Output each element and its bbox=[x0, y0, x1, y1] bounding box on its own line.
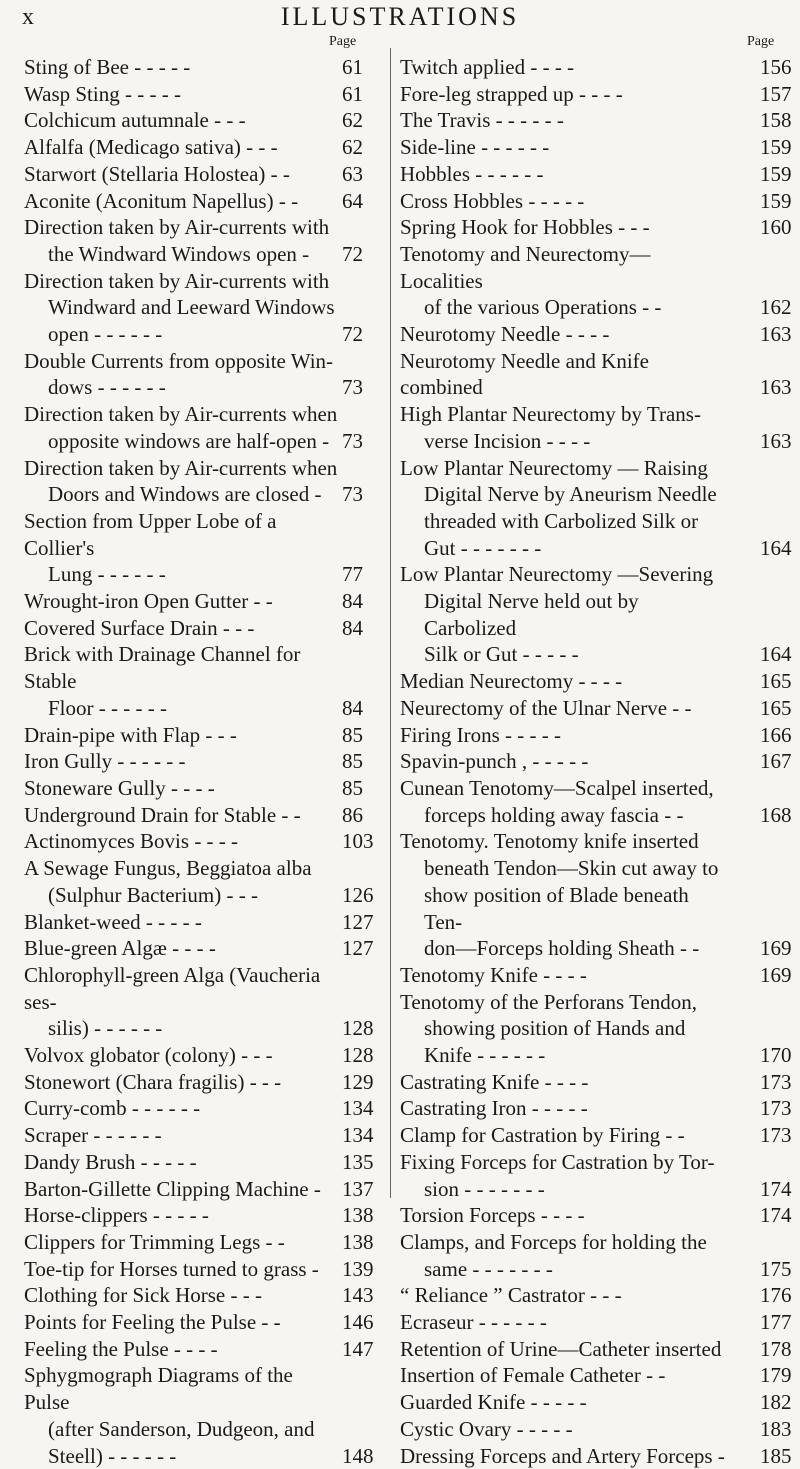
index-entry bbox=[24, 1336, 374, 1363]
entry-page-number: 134 bbox=[342, 1123, 374, 1148]
entry-page-number: 147 bbox=[342, 1336, 374, 1361]
entry-page-number: 163 bbox=[760, 322, 792, 347]
entry-page-number: 139 bbox=[342, 1256, 374, 1281]
entry-page-number: 86 bbox=[342, 802, 363, 827]
entry-page-number: 177 bbox=[760, 1310, 792, 1335]
entry-page-number: 160 bbox=[760, 215, 792, 240]
index-entry bbox=[24, 802, 363, 829]
entry-text: Ecraseur - - - - - - bbox=[400, 1310, 547, 1335]
entry-text: Spavin-punch , - - - - - bbox=[400, 749, 589, 774]
index-entry bbox=[400, 401, 792, 454]
entry-text: Drain-pipe with Flap - - - bbox=[24, 722, 237, 747]
index-entry bbox=[400, 188, 792, 215]
entry-page-number: 72 bbox=[342, 322, 363, 347]
index-entry bbox=[400, 722, 792, 749]
index-entry bbox=[400, 989, 792, 1069]
entry-page-number: 146 bbox=[342, 1310, 374, 1335]
index-entry bbox=[24, 962, 374, 1042]
index-entry bbox=[24, 455, 363, 508]
entry-text: Volvox globator (colony) - - - bbox=[24, 1043, 273, 1068]
index-entry bbox=[400, 54, 792, 81]
entry-text: Cross Hobbles - - - - - bbox=[400, 188, 585, 213]
index-entry bbox=[24, 909, 374, 936]
entry-page-number: 176 bbox=[760, 1283, 792, 1308]
entry-page-number: 159 bbox=[760, 135, 792, 160]
entry-text: Underground Drain for Stable - - bbox=[24, 802, 301, 827]
entry-text: (after Sanderson, Dudgeon, and bbox=[48, 1416, 315, 1441]
entry-text: Clamp for Castration by Firing - - bbox=[400, 1123, 685, 1148]
index-entry bbox=[400, 1282, 792, 1309]
entry-text: Clamps, and Forceps for holding the bbox=[400, 1229, 707, 1254]
entry-text: Wasp Sting - - - - - bbox=[24, 81, 181, 106]
entry-text: Low Plantar Neurectomy —Severing bbox=[400, 562, 714, 587]
index-entry bbox=[400, 348, 792, 401]
entry-text: (Sulphur Bacterium) - - - bbox=[48, 882, 258, 907]
entry-text: Covered Surface Drain - - - bbox=[24, 615, 255, 640]
entry-page-number: 129 bbox=[342, 1069, 374, 1094]
entry-text: Twitch applied - - - - bbox=[400, 55, 575, 79]
entry-text: sion - - - - - - - bbox=[424, 1176, 545, 1201]
entry-text: beneath Tendon—Skin cut away to bbox=[424, 856, 719, 881]
entry-text: Wrought-iron Open Gutter - - bbox=[24, 589, 273, 614]
entry-page-number: 173 bbox=[760, 1123, 792, 1148]
entry-page-number: 182 bbox=[760, 1390, 792, 1415]
entry-text: Stonewort (Chara fragilis) - - - bbox=[24, 1069, 282, 1094]
index-entry bbox=[400, 241, 792, 321]
entry-text: Knife - - - - - - bbox=[424, 1043, 546, 1068]
entry-text: High Plantar Neurectomy by Trans- bbox=[400, 402, 701, 427]
entry-page-number: 157 bbox=[760, 81, 792, 106]
index-entry bbox=[24, 268, 363, 348]
entry-text: Direction taken by Air-currents with bbox=[24, 268, 330, 293]
index-entry bbox=[400, 1336, 792, 1363]
index-entry bbox=[400, 214, 792, 241]
entry-page-number: 166 bbox=[760, 722, 792, 747]
entry-page-number: 158 bbox=[760, 108, 792, 133]
page-header bbox=[0, 2, 800, 32]
entry-page-number: 165 bbox=[760, 669, 792, 694]
entry-page-number: 138 bbox=[342, 1229, 374, 1254]
entry-page-number: 175 bbox=[760, 1256, 792, 1281]
index-entry bbox=[24, 1309, 374, 1336]
index-entry bbox=[400, 1389, 792, 1416]
entry-text: Tenotomy. Tenotomy knife inserted bbox=[400, 829, 699, 854]
entry-page-number: 138 bbox=[342, 1203, 374, 1228]
index-entry bbox=[400, 134, 792, 161]
entry-text: Barton-Gillette Clipping Machine - bbox=[24, 1176, 321, 1201]
entry-text: Clippers for Trimming Legs - - bbox=[24, 1229, 285, 1254]
entry-page-number: 128 bbox=[342, 1043, 374, 1068]
entry-text: Side-line - - - - - - bbox=[400, 135, 550, 160]
entry-text: Doors and Windows are closed - bbox=[48, 482, 322, 507]
entry-text: Stoneware Gully - - - - bbox=[24, 775, 215, 800]
entry-text: Clothing for Sick Horse - - - bbox=[24, 1283, 262, 1308]
entry-text: Direction taken by Air-currents when bbox=[24, 455, 338, 480]
entry-page-number: 72 bbox=[342, 241, 363, 266]
entry-text: Tenotomy and Neurectomy—Localities bbox=[400, 241, 651, 293]
entry-text: dows - - - - - - bbox=[48, 375, 166, 400]
index-entry bbox=[400, 1095, 792, 1122]
entry-page-number: 84 bbox=[342, 589, 363, 614]
entry-page-number: 169 bbox=[760, 962, 792, 987]
entry-page-number: 143 bbox=[342, 1283, 374, 1308]
entry-page-number: 164 bbox=[760, 642, 792, 667]
index-entry bbox=[24, 641, 363, 721]
index-entry bbox=[400, 321, 792, 348]
entry-text: Dandy Brush - - - - - bbox=[24, 1149, 197, 1174]
entry-page-number: 127 bbox=[342, 936, 374, 961]
entry-text: Direction taken by Air-currents with bbox=[24, 215, 330, 240]
entry-text: Firing Irons - - - - - bbox=[400, 722, 561, 747]
index-entry bbox=[400, 962, 792, 989]
entry-text: Lung - - - - - - bbox=[48, 562, 166, 587]
index-entry bbox=[24, 188, 363, 215]
entry-text: Silk or Gut - - - - - bbox=[424, 642, 579, 667]
entry-page-number: 85 bbox=[342, 775, 363, 800]
entry-text: Insertion of Female Catheter - - bbox=[400, 1363, 666, 1388]
entry-text: don—Forceps holding Sheath - - bbox=[424, 936, 700, 961]
index-entry bbox=[400, 1443, 792, 1469]
entry-text: Castrating Iron - - - - - bbox=[400, 1096, 588, 1121]
entry-page-number: 169 bbox=[760, 936, 792, 961]
entry-text: Points for Feeling the Pulse - - bbox=[24, 1310, 281, 1335]
entry-text: open - - - - - - bbox=[48, 322, 163, 347]
entry-page-number: 185 bbox=[760, 1443, 792, 1468]
entry-text: Blanket-weed - - - - - bbox=[24, 909, 202, 934]
entry-text: Scraper - - - - - - bbox=[24, 1123, 162, 1148]
entry-page-number: 128 bbox=[342, 1016, 374, 1041]
entry-page-number: 148 bbox=[342, 1443, 374, 1468]
entry-page-number: 61 bbox=[342, 55, 363, 79]
column-divider bbox=[390, 48, 391, 1198]
index-entry bbox=[24, 1229, 374, 1256]
entry-page-number: 173 bbox=[760, 1096, 792, 1121]
index-entry bbox=[24, 1176, 374, 1203]
entry-page-number: 167 bbox=[760, 749, 792, 774]
entry-page-number: 168 bbox=[760, 802, 792, 827]
entry-page-number: 165 bbox=[760, 695, 792, 720]
running-title: ILLUSTRATIONS bbox=[280, 2, 520, 31]
index-entry bbox=[24, 401, 363, 454]
entry-text: Fixing Forceps for Castration by Tor- bbox=[400, 1149, 715, 1174]
index-entry bbox=[400, 1069, 792, 1096]
entry-text: Actinomyces Bovis - - - - bbox=[24, 829, 239, 854]
entry-text: show position of Blade beneath Ten- bbox=[424, 882, 689, 934]
entry-page-number: 77 bbox=[342, 562, 363, 587]
entry-text: Hobbles - - - - - - bbox=[400, 161, 544, 186]
entry-text: Gut - - - - - - - bbox=[424, 535, 542, 560]
entry-text: Median Neurectomy - - - - bbox=[400, 669, 623, 694]
index-entry bbox=[24, 214, 363, 267]
entry-text: Toe-tip for Horses turned to grass - bbox=[24, 1256, 319, 1281]
entry-text: Low Plantar Neurectomy — Raising bbox=[400, 455, 708, 480]
left-column bbox=[24, 54, 374, 1469]
entry-text: silis) - - - - - - bbox=[48, 1016, 163, 1041]
entry-page-number: 163 bbox=[760, 375, 792, 400]
index-entry bbox=[400, 1202, 792, 1229]
entry-text: Digital Nerve by Aneurism Needle bbox=[424, 482, 717, 507]
entry-page-number: 103 bbox=[342, 829, 374, 854]
entry-page-number: 159 bbox=[760, 188, 792, 213]
index-entry bbox=[400, 455, 792, 562]
index-entry bbox=[400, 775, 792, 828]
entry-text: Feeling the Pulse - - - - bbox=[24, 1336, 218, 1361]
entry-page-number: 73 bbox=[342, 375, 363, 400]
entry-text: Blue-green Algæ - - - - bbox=[24, 936, 216, 961]
index-entry bbox=[24, 828, 374, 855]
entry-text: verse Incision - - - - bbox=[424, 428, 591, 453]
index-entry bbox=[24, 588, 363, 615]
entry-text: Steell) - - - - - - bbox=[48, 1443, 177, 1468]
entry-text: Dressing Forceps and Artery Forceps - bbox=[400, 1443, 725, 1468]
entry-page-number: 134 bbox=[342, 1096, 374, 1121]
entry-page-number: 127 bbox=[342, 909, 374, 934]
index-entry bbox=[24, 348, 363, 401]
index-entry bbox=[400, 561, 792, 668]
index-entry bbox=[24, 748, 363, 775]
entry-text: Castrating Knife - - - - bbox=[400, 1069, 589, 1094]
index-entry bbox=[24, 1069, 374, 1096]
index-entry bbox=[24, 1095, 374, 1122]
entry-text: Aconite (Aconitum Napellus) - - bbox=[24, 188, 299, 213]
entry-text: Spring Hook for Hobbles - - - bbox=[400, 215, 650, 240]
index-entry bbox=[24, 1256, 374, 1283]
entry-page-number: 162 bbox=[760, 295, 792, 320]
entry-page-number: 73 bbox=[342, 428, 363, 453]
index-entry bbox=[24, 161, 363, 188]
index-entry bbox=[24, 1122, 374, 1149]
entry-page-number: 170 bbox=[760, 1043, 792, 1068]
entry-text: Fore-leg strapped up - - - - bbox=[400, 81, 623, 106]
entry-text: Starwort (Stellaria Holostea) - - bbox=[24, 161, 290, 186]
entry-text: Double Currents from opposite Win- bbox=[24, 348, 334, 373]
entry-text: Guarded Knife - - - - - bbox=[400, 1390, 587, 1415]
index-entry bbox=[24, 134, 363, 161]
entry-page-number: 61 bbox=[342, 81, 363, 106]
entry-text: Tenotomy Knife - - - - bbox=[400, 962, 587, 987]
index-entry bbox=[400, 1149, 792, 1202]
entry-text: Colchicum autumnale - - - bbox=[24, 108, 246, 133]
entry-text: threaded with Carbolized Silk or bbox=[424, 508, 699, 533]
index-entry bbox=[400, 107, 792, 134]
index-entry bbox=[24, 81, 363, 108]
entry-page-number: 135 bbox=[342, 1149, 374, 1174]
entry-text: the Windward Windows open - bbox=[48, 241, 310, 266]
index-entry bbox=[24, 855, 374, 908]
index-entry bbox=[24, 54, 363, 81]
entry-page-number: 179 bbox=[760, 1363, 792, 1388]
entry-text: showing position of Hands and bbox=[424, 1016, 686, 1041]
entry-text: Retention of Urine—Catheter inserted bbox=[400, 1336, 722, 1361]
entry-page-number: 64 bbox=[342, 188, 363, 213]
entry-text: Curry-comb - - - - - - bbox=[24, 1096, 201, 1121]
entry-page-number: 84 bbox=[342, 695, 363, 720]
page-column-label-left: Page bbox=[329, 34, 357, 49]
index-entry bbox=[24, 722, 363, 749]
entry-text: Floor - - - - - - bbox=[48, 695, 167, 720]
entry-text: Digital Nerve held out by Carbolized bbox=[424, 589, 639, 640]
entry-page-number: 63 bbox=[342, 161, 363, 186]
index-entry bbox=[400, 668, 792, 695]
entry-page-number: 163 bbox=[760, 428, 792, 453]
entry-page-number: 62 bbox=[342, 135, 363, 160]
entry-text: same - - - - - - - bbox=[424, 1256, 553, 1281]
index-entry bbox=[24, 1202, 374, 1229]
index-entry bbox=[24, 935, 374, 962]
entry-page-number: 62 bbox=[342, 108, 363, 133]
index-entry bbox=[400, 1416, 792, 1443]
index-entry bbox=[400, 1229, 792, 1282]
entry-page-number: 159 bbox=[760, 161, 792, 186]
entry-page-number: 73 bbox=[342, 482, 363, 507]
entry-text: Neurotomy Needle - - - - bbox=[400, 322, 610, 347]
index-entry bbox=[24, 775, 363, 802]
entry-text: Section from Upper Lobe of a Collier's bbox=[24, 508, 277, 560]
index-entry bbox=[400, 748, 792, 775]
index-entry bbox=[400, 1362, 792, 1389]
entry-text: Neurectomy of the Ulnar Nerve - - bbox=[400, 695, 692, 720]
index-entry bbox=[24, 1149, 374, 1176]
entry-text: Chlorophyll-green Alga (Vaucheria ses- bbox=[24, 962, 321, 1014]
entry-text: of the various Operations - - bbox=[424, 295, 662, 320]
index-entry bbox=[24, 107, 363, 134]
entry-page-number: 84 bbox=[342, 615, 363, 640]
index-entry bbox=[24, 615, 363, 642]
entry-page-number: 126 bbox=[342, 882, 374, 907]
entry-text: “ Reliance ” Castrator - - - bbox=[400, 1283, 622, 1308]
entry-text: The Travis - - - - - - bbox=[400, 108, 564, 133]
entry-page-number: 137 bbox=[342, 1176, 374, 1201]
entry-text: A Sewage Fungus, Beggiatoa alba bbox=[24, 856, 312, 881]
entry-text: Sting of Bee - - - - - bbox=[24, 55, 191, 79]
entry-page-number: 174 bbox=[760, 1203, 792, 1228]
entry-text: opposite windows are half-open - bbox=[48, 428, 330, 453]
entry-text: Torsion Forceps - - - - bbox=[400, 1203, 585, 1228]
entry-text: Horse-clippers - - - - - bbox=[24, 1203, 209, 1228]
index-entry bbox=[24, 1362, 374, 1469]
index-entry bbox=[400, 828, 792, 962]
index-entry bbox=[400, 695, 792, 722]
entry-text: Cystic Ovary - - - - - bbox=[400, 1416, 573, 1441]
folio-number: x bbox=[22, 4, 35, 30]
entry-page-number: 174 bbox=[760, 1176, 792, 1201]
entry-page-number: 178 bbox=[760, 1336, 792, 1361]
page-column-label-right: Page bbox=[747, 34, 775, 49]
entry-text: Direction taken by Air-currents when bbox=[24, 402, 338, 427]
entry-text: Windward and Leeward Windows bbox=[48, 295, 335, 320]
index-entry bbox=[24, 508, 363, 588]
index-entry bbox=[400, 161, 792, 188]
index-entry bbox=[400, 81, 792, 108]
entry-text: Cunean Tenotomy—Scalpel inserted, bbox=[400, 775, 714, 800]
entry-text: Neurotomy Needle and Knife combined bbox=[400, 348, 649, 400]
index-entry bbox=[24, 1042, 374, 1069]
entry-page-number: 85 bbox=[342, 749, 363, 774]
entry-page-number: 85 bbox=[342, 722, 363, 747]
entry-page-number: 156 bbox=[760, 55, 792, 79]
entry-text: forceps holding away fascia - - bbox=[424, 802, 684, 827]
entry-page-number: 173 bbox=[760, 1069, 792, 1094]
entry-text: Sphygmograph Diagrams of the Pulse bbox=[24, 1363, 293, 1415]
entry-text: Brick with Drainage Channel for Stable bbox=[24, 642, 301, 694]
index-entry bbox=[400, 1122, 792, 1149]
entry-page-number: 183 bbox=[760, 1416, 792, 1441]
entry-text: Iron Gully - - - - - - bbox=[24, 749, 186, 774]
entry-text: Tenotomy of the Perforans Tendon, bbox=[400, 989, 698, 1014]
entry-page-number: 164 bbox=[760, 535, 792, 560]
index-entry bbox=[400, 1309, 792, 1336]
right-column bbox=[400, 54, 792, 1469]
index-entry bbox=[24, 1282, 374, 1309]
entry-text: Alfalfa (Medicago sativa) - - - bbox=[24, 135, 278, 160]
